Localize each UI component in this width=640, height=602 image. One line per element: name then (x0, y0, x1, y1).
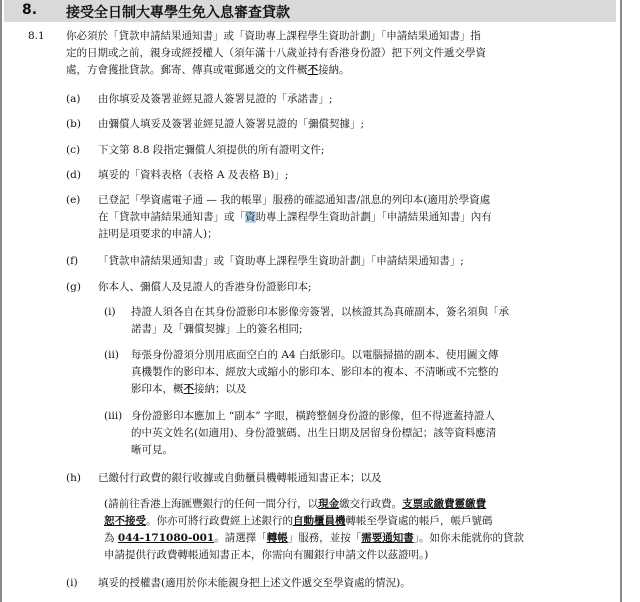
clause-not-emphasis: 不 (307, 64, 318, 76)
item-f-text: 「貸款申請結果通知書」或「資助專上課程學生資助計劃」「申請結果通知書」; (98, 255, 464, 267)
item-e-line-3: 註明是項要求的申請人)； (98, 228, 218, 240)
atm-emphasis: 自動櫃員機 (293, 515, 346, 527)
cash-emphasis: 現金 (318, 498, 340, 510)
subitem-ii-line-3 (131, 381, 247, 398)
item-a-label: (a) (66, 93, 81, 105)
subitem-ii-line-2: 真機製作的影印本、經放大或縮小的影印本、影印本的複本、不清晰或不完整的 (131, 366, 499, 378)
item-g-label: (g) (66, 281, 81, 293)
item-e-line-1: 已登記「學資處電子通 — 我的帳單」服務的確認通知書/訊息的列印本(適用於學資處 (98, 194, 491, 206)
item-d-label: (d) (66, 169, 81, 181)
bank-note-line-2 (104, 513, 493, 530)
item-a-text: 由你填妥及簽署並經見證人簽署見證的「承諾書」; (98, 93, 333, 105)
bank-note-text: 。請選擇「 (214, 532, 267, 544)
subitem-ii-not-emphasis: 不 (183, 383, 194, 395)
account-number: 044-171080-001 (117, 532, 215, 544)
bank-note-text: 轉帳至學資處的帳戶，帳戶號碼 (345, 515, 493, 527)
item-b-label: (b) (66, 118, 81, 130)
bank-note-line-1 (104, 496, 486, 513)
bank-note-text: 繳交行政費。 (339, 498, 403, 510)
subitem-i-line-1: 持證人須各自在其身份證影印本影像旁簽署，以核證其為真確副本，簽名須與「承 (131, 306, 509, 318)
bank-note-text: 」服務，並按「 (287, 532, 362, 544)
subitem-i-line-2: 諾書」及「彌償契據」上的簽名相同; (131, 323, 303, 335)
item-i-label: (i) (66, 577, 78, 589)
section-title: 接受全日制大專學生免入息審查貸款 (66, 5, 290, 21)
subitem-ii-line-3-end: 接納；以及 (194, 383, 247, 395)
item-c-label: (c) (66, 144, 81, 156)
clause-line-3-text: 處，方會獲批貸款。郵寄、傳真或電郵遞交的文件概 (66, 64, 308, 76)
bank-note-line-3 (104, 530, 524, 547)
cheque-pps-emphasis: 支票或繳費靈繳費 (402, 498, 487, 510)
item-g-text: 你本人、彌償人及見證人的香港身份證影印本; (98, 281, 312, 293)
subitem-iii-line-1: 身份證影印本應加上 “副本” 字眼，橫跨整個身份證的影像，但不得遮蓋持證人 (131, 410, 495, 422)
item-b-text: 由彌償人填妥及簽署並經見證人簽署見證的「彌償契據」; (98, 118, 365, 130)
item-f-label: (f) (66, 255, 79, 267)
subitem-iii-label: (iii) (104, 410, 123, 422)
subitem-iii-line-2: 的中英文姓名(如適用)、身份證號碼、出生日期及居留身份標記；該等資料應清 (131, 427, 497, 439)
subitem-iii-line-3: 晰可見。 (131, 444, 173, 456)
transfer-emphasis: 轉帳 (266, 532, 288, 544)
clause-line-3 (66, 62, 350, 79)
bank-note-text: (請前往香港上海匯豐銀行的任何一間分行，以 (104, 498, 319, 510)
item-h-text: 已繳付行政費的銀行收據或自動櫃員機轉帳通知書正本；以及 (98, 472, 382, 484)
bank-note-text: 。你亦可將行政費經上述銀行的 (146, 515, 293, 527)
item-e-line-2-end: 助專上課程學生資助計劃」「申請結果通知書」內有 (255, 211, 492, 223)
page-right-border (620, 0, 622, 602)
item-e-label: (e) (66, 194, 81, 206)
item-h-label: (h) (66, 472, 81, 484)
subitem-ii-line-1: 每張身份證須分別用底面空白的 A4 白紙影印。以電腦掃描的副本、使用圖文傳 (131, 349, 499, 361)
clause-number: 8.1 (28, 30, 45, 42)
item-e-line-2-text: 在「貸款申請結果通知書」或「 (98, 211, 245, 223)
item-c-text: 下文第 8.8 段指定彌償人須提供的所有證明文件; (98, 144, 325, 156)
subitem-ii-label: (ii) (104, 349, 119, 361)
subitem-i-label: (i) (104, 306, 116, 318)
clause-line-1: 你必須於「貸款申請結果通知書」或「資助專上課程學生資助計劃」「申請結果通知書」指 (66, 30, 481, 42)
subitem-ii-line-3-text: 影印本，概 (131, 383, 184, 395)
item-i-text: 填妥的授權書(適用於你未能親身把上述文件遞交至學資處的情況)。 (98, 577, 411, 589)
page-left-border (0, 0, 2, 602)
advice-required-emphasis: 需要通知書 (361, 532, 414, 544)
not-accepted-emphasis: 恕不接受 (104, 515, 146, 527)
bank-note-text: 為 (104, 532, 118, 544)
clause-line-3-end: 接納。 (318, 64, 350, 76)
item-e-line-2 (98, 209, 492, 226)
bank-note-line-4: 申請提供行政費轉帳通知書正本，你需向有關銀行申請文件以茲證明。) (104, 549, 429, 561)
bank-note-text: 」。如你未能就你的貸款 (413, 532, 524, 544)
section-number: 8. (22, 2, 38, 18)
text-selection-highlight: 資 (245, 211, 256, 223)
item-d-text: 填妥的「資料表格（表格 A 及表格 B)」; (98, 169, 289, 181)
clause-line-2: 定的日期或之前，親身或經授權人（須年滿十八歲並持有香港身份證）把下列文件遞交學資 (66, 47, 486, 59)
